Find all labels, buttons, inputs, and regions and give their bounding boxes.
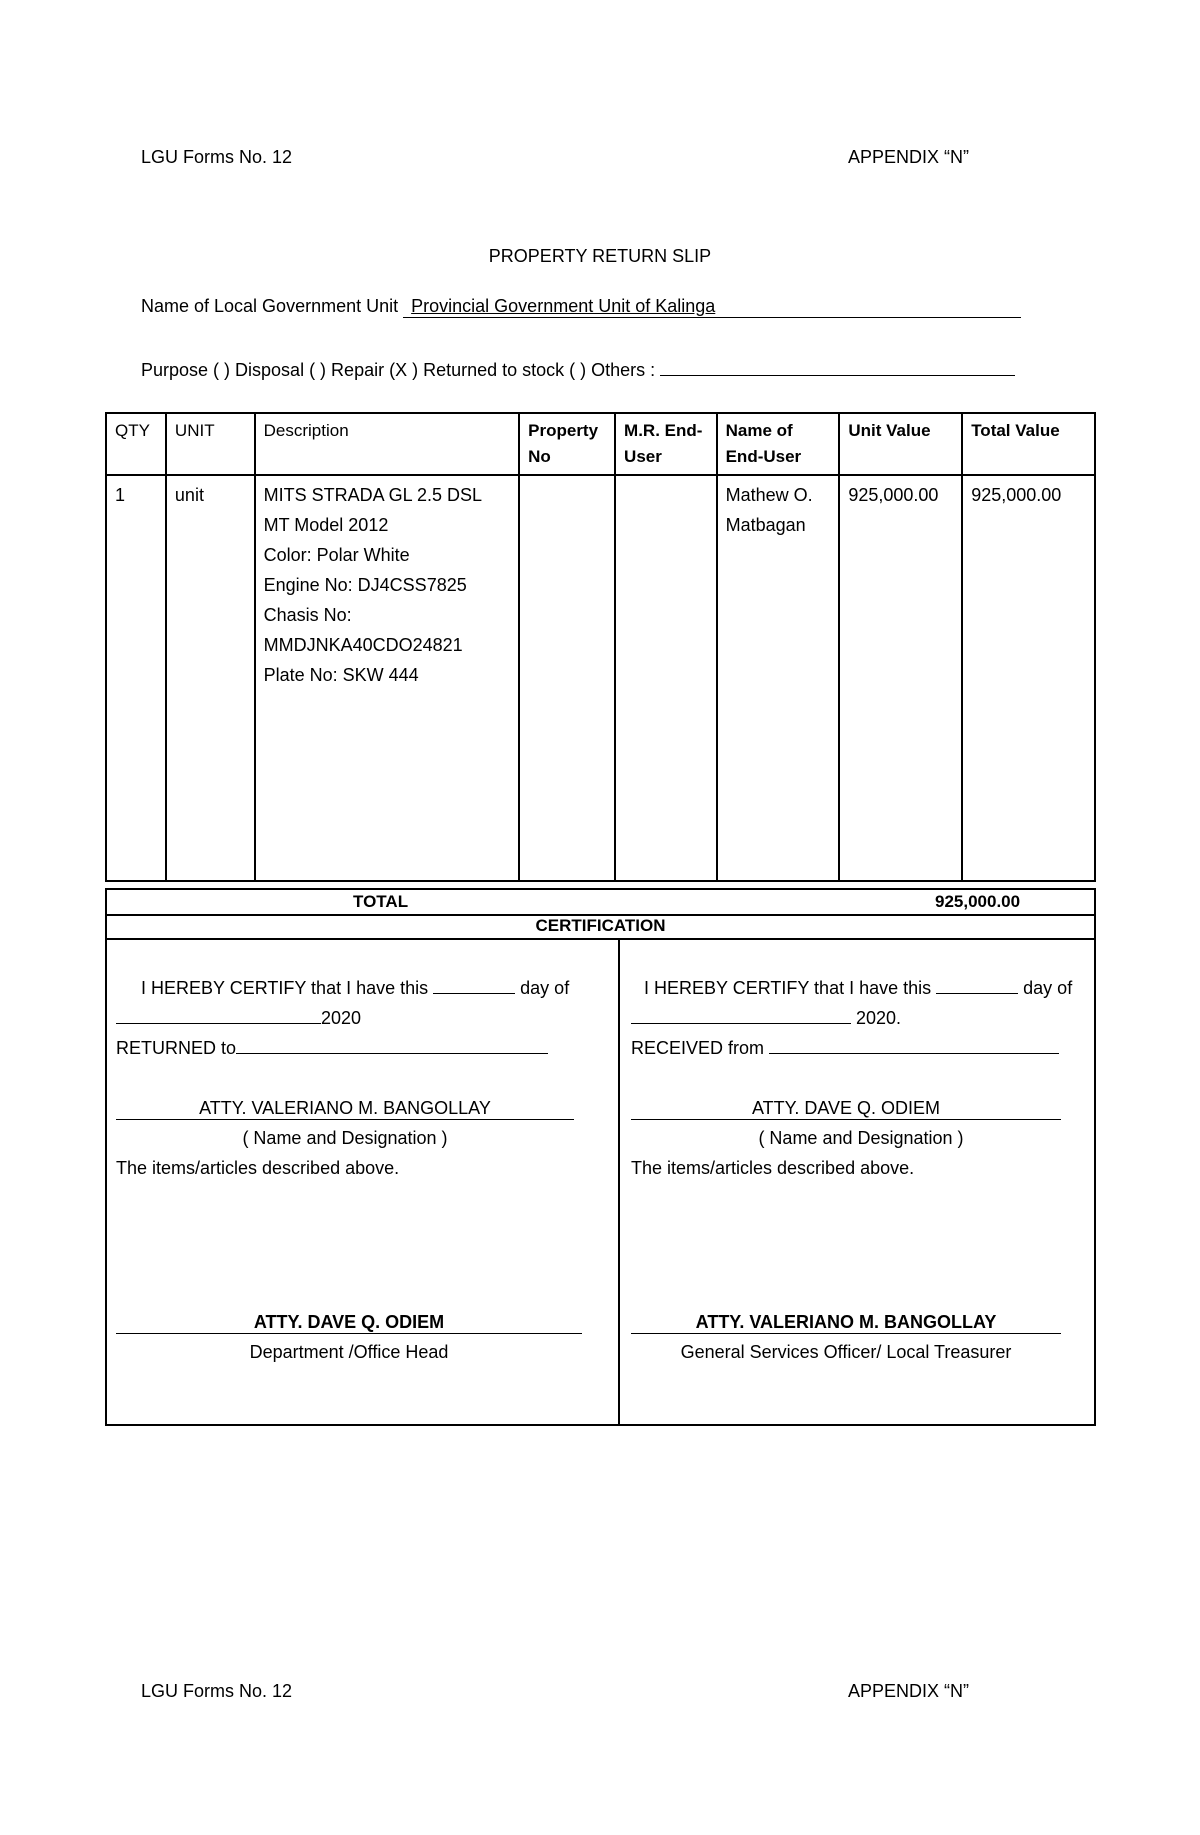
left-certify-line [141, 978, 569, 999]
description-line: Plate No: SKW 444 [263, 665, 419, 685]
lgu-name-value: Provincial Government Unit of Kalinga [403, 296, 1021, 318]
cell-unit: unit [166, 475, 255, 881]
left-returned-label: RETURNED to [116, 1038, 237, 1058]
description-line: MITS STRADA GL 2.5 DSL [263, 485, 483, 505]
col-header-total-value: Total Value [962, 413, 1095, 475]
right-designation-label: ( Name and Designation ) [758, 1128, 964, 1148]
description-line: Engine No: DJ4CSS7825 [263, 575, 467, 595]
right-day-of-text: day of [1023, 978, 1073, 998]
cell-qty: 1 [106, 475, 166, 881]
right-certify-line [644, 978, 1072, 999]
column-divider [618, 940, 620, 1424]
left-returned-line [116, 1038, 548, 1059]
total-row [105, 888, 1096, 916]
left-head-title: Department /Office Head [249, 1342, 449, 1362]
lgu-name-row [141, 296, 1021, 318]
cell-unit-value: 925,000.00 [839, 475, 962, 881]
description-line: Color: Polar White [263, 545, 410, 565]
total-label: TOTAL [353, 892, 409, 911]
col-header-property-no: Property No [519, 413, 615, 475]
left-designation-label: ( Name and Designation ) [242, 1128, 448, 1148]
right-day-blank [936, 993, 1018, 994]
left-returned-blank [236, 1053, 548, 1054]
end-user-name-line: Mathew O. [725, 485, 813, 505]
right-certify-text: I HEREBY CERTIFY that I have this [644, 978, 932, 998]
col-header-mr-end-user: M.R. End-User [615, 413, 717, 475]
right-signatory-name: ATTY. DAVE Q. ODIEM [631, 1098, 1061, 1120]
col-header-unit-value: Unit Value [839, 413, 962, 475]
table-header-row [106, 413, 1095, 475]
total-value: 925,000.00 [935, 892, 1021, 911]
left-certify-text: I HEREBY CERTIFY that I have this [141, 978, 429, 998]
right-items-text: The items/articles described above. [631, 1158, 915, 1178]
footer-form-number: LGU Forms No. 12 [141, 1681, 293, 1701]
col-header-unit: UNIT [166, 413, 255, 475]
appendix-label: APPENDIX “N” [848, 147, 970, 167]
purpose-row [141, 357, 1015, 381]
items-table [105, 412, 1096, 882]
purpose-text: Purpose ( ) Disposal ( ) Repair (X ) Returned to stock ( ) Others : [141, 360, 656, 380]
cell-property-no [519, 475, 615, 881]
right-date-blank [631, 1023, 851, 1024]
left-items-text: The items/articles described above. [116, 1158, 400, 1178]
left-year-line [116, 1008, 361, 1029]
right-head-name: ATTY. VALERIANO M. BANGOLLAY [631, 1312, 1061, 1334]
table-row [106, 475, 1095, 881]
col-header-name-end-user: Name of End-User [717, 413, 840, 475]
left-day-blank [433, 993, 515, 994]
left-year: 2020 [321, 1008, 362, 1028]
description-line: Chasis No: [263, 605, 352, 625]
end-user-name-line: Matbagan [725, 515, 806, 535]
cell-description [255, 475, 520, 881]
right-received-blank [769, 1053, 1059, 1054]
form-number: LGU Forms No. 12 [141, 147, 293, 167]
right-received-line [631, 1038, 1059, 1059]
left-head-name: ATTY. DAVE Q. ODIEM [116, 1312, 582, 1334]
right-year: 2020. [856, 1008, 902, 1028]
right-head-title: General Services Officer/ Local Treasurer [680, 1342, 1012, 1362]
cell-name-end-user [717, 475, 840, 881]
right-received-label: RECEIVED from [631, 1038, 765, 1058]
left-day-of-text: day of [520, 978, 570, 998]
certification-section [105, 940, 1096, 1426]
purpose-others-blank [660, 357, 1015, 376]
right-year-line [631, 1008, 901, 1029]
certification-title: CERTIFICATION [105, 914, 1096, 940]
cell-total-value: 925,000.00 [962, 475, 1095, 881]
page-title: PROPERTY RETURN SLIP [488, 246, 712, 266]
left-date-blank [116, 1023, 321, 1024]
footer-appendix-label: APPENDIX “N” [848, 1681, 970, 1701]
left-signatory-name: ATTY. VALERIANO M. BANGOLLAY [116, 1098, 574, 1120]
description-line: MMDJNKA40CDO24821 [263, 635, 463, 655]
description-line: MT Model 2012 [263, 515, 389, 535]
lgu-name-label: Name of Local Government Unit [141, 296, 399, 316]
cell-mr-end-user [615, 475, 717, 881]
col-header-qty: QTY [106, 413, 166, 475]
col-header-description: Description [255, 413, 520, 475]
